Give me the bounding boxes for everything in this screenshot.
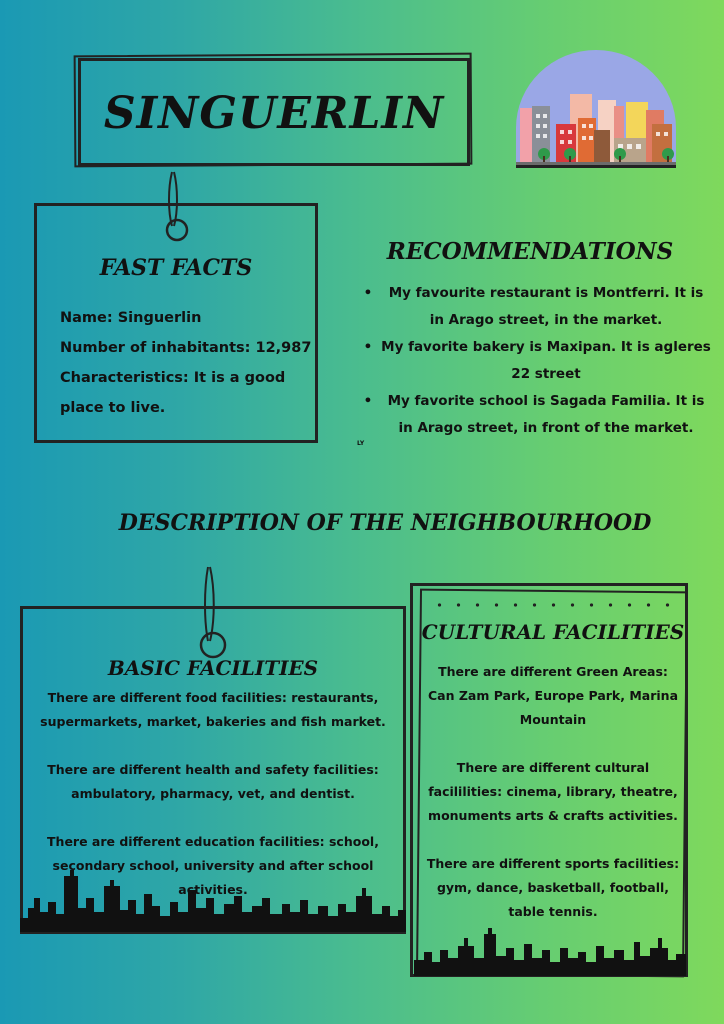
small-mark: LY <box>357 440 365 447</box>
fast-facts-heading: FAST FACTS <box>99 255 253 281</box>
city-skyline-illustration <box>514 50 678 172</box>
health-facilities-paragraph: There are different health and safety facilities: ambulatory, pharmacy, vet, and dentist. <box>47 762 379 801</box>
recommendations-list <box>356 280 712 442</box>
list-item <box>356 280 712 334</box>
page-title: SINGUERLIN <box>103 88 445 139</box>
bullet-icon: • <box>363 339 373 355</box>
fact-characteristics: Characteristics: It is a good place to live. <box>60 370 286 416</box>
education-facilities-paragraph: There are different education facilities: school, secondary school, university and after school activities. <box>47 834 379 897</box>
basic-facilities-text <box>30 686 396 926</box>
description-heading: DESCRIPTION OF THE NEIGHBOURHOOD <box>118 510 652 536</box>
basic-facilities-heading: BASIC FACILITIES <box>107 656 319 680</box>
list-item <box>356 388 712 442</box>
pin-loop-icon <box>156 168 196 244</box>
recommendations-heading: RECOMMENDATIONS <box>386 238 674 265</box>
cultural-facilities-heading: CULTURAL FACILITIES <box>421 620 685 644</box>
dotted-border <box>430 603 675 607</box>
bullet-icon: • <box>363 393 373 409</box>
recommendation-text: My favourite restaurant is Montferri. It is in Arago street, in the market. <box>388 285 704 328</box>
cultural-facilities-paragraph: There are different cultural facililities: cinema, library, theatre, monuments arts & crafts activities. <box>428 760 678 823</box>
fast-facts-list <box>60 303 312 423</box>
bullet-icon: • <box>363 285 373 301</box>
recommendation-text: My favorite school is Sagada Familia. It is in Arago street, in front of the market. <box>387 393 705 436</box>
fact-name: Name: Singuerlin <box>60 310 202 326</box>
fact-inhabitants: Number of inhabitants: 12,987 <box>60 340 312 356</box>
cultural-facilities-text <box>425 660 681 948</box>
food-facilities-paragraph: There are different food facilities: restaurants, supermarkets, market, bakeries and fish market. <box>40 690 386 729</box>
green-areas-paragraph: There are different Green Areas: Can Zam Park, Europe Park, Marina Mountain <box>427 664 679 727</box>
list-item <box>356 334 712 388</box>
recommendation-text: My favorite bakery is Maxipan. It is agleres 22 street <box>381 339 711 382</box>
sports-facilities-paragraph: There are different sports facilities: gym, dance, basketball, football, table tennis. <box>426 856 680 919</box>
pin-loop-icon <box>190 563 236 661</box>
